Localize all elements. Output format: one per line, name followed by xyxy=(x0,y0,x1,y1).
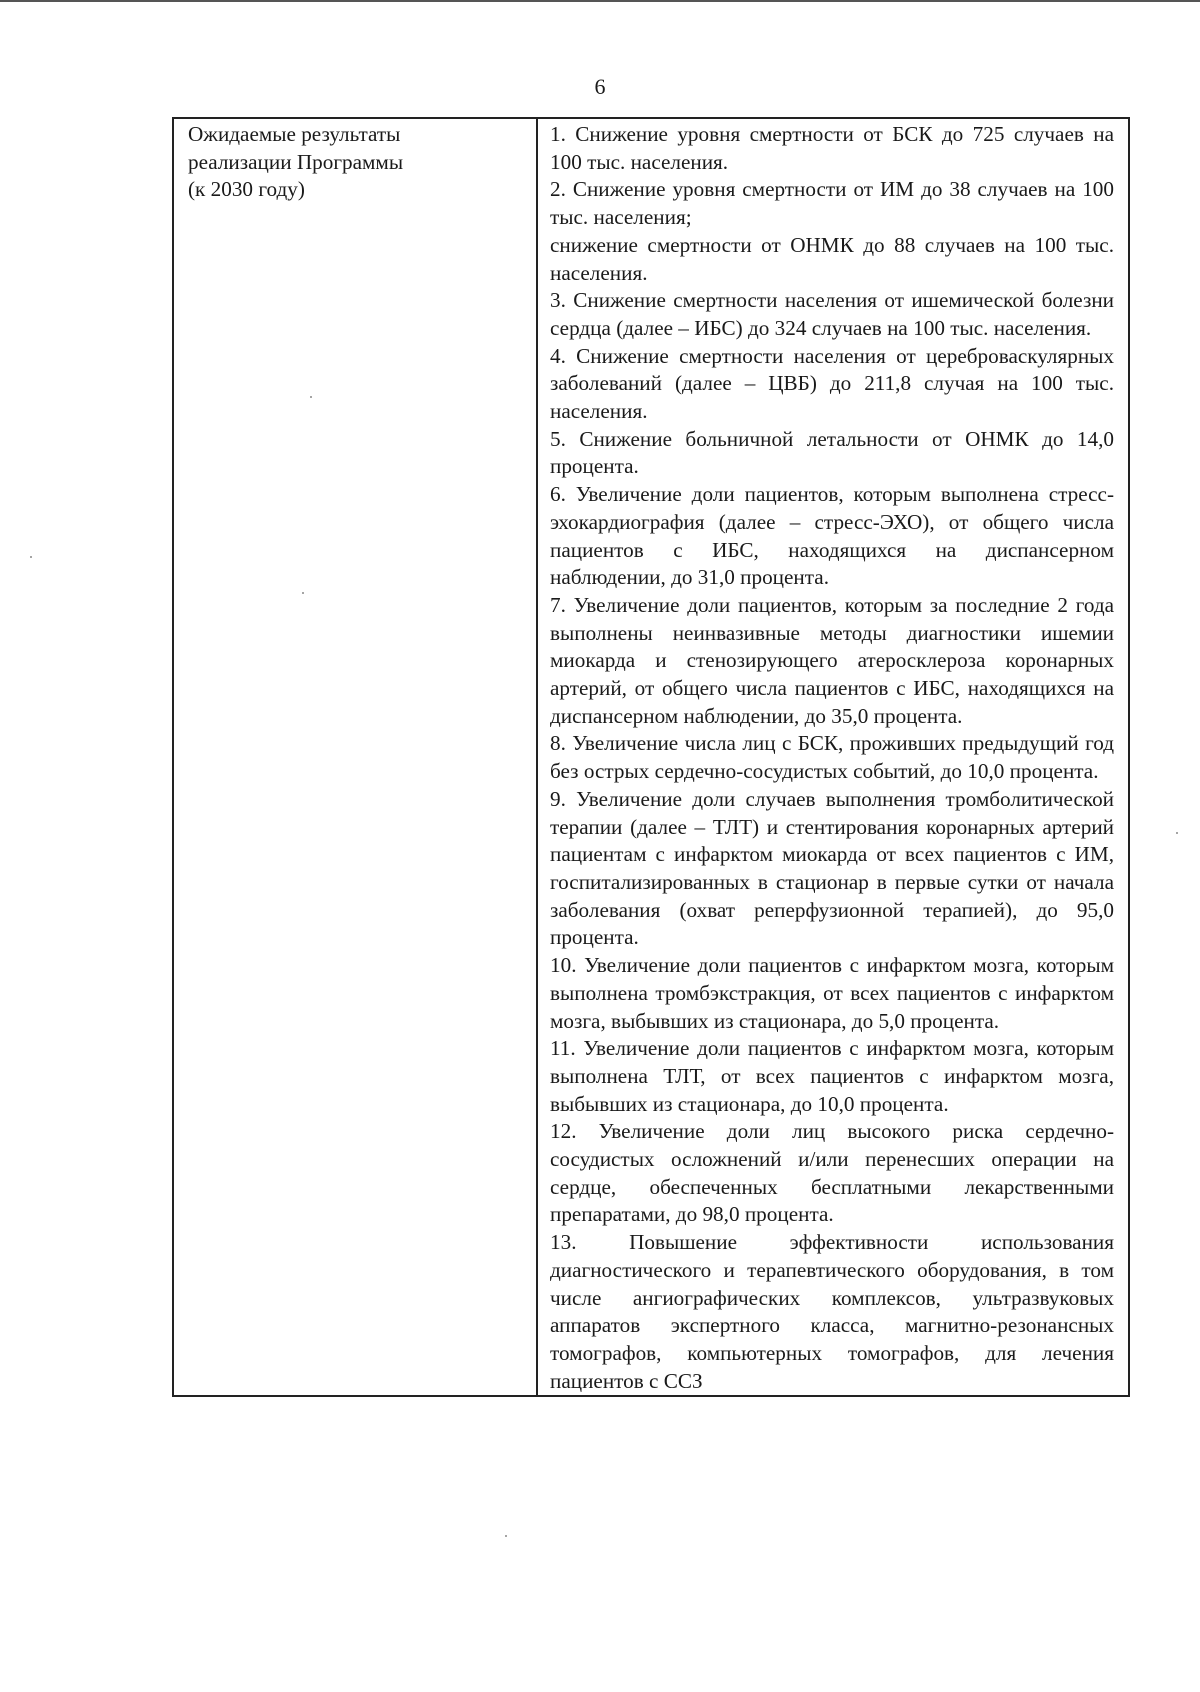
result-item-5: 5. Снижение больничной летальности от ОНМК до 14,0 процента. xyxy=(550,426,1114,479)
row-heading xyxy=(174,119,536,204)
results-cell xyxy=(537,118,1129,1396)
result-item-6: 6. Увеличение доли пациентов, которым выполнена стресс-эхокардиография (далее – стресс-ЭХО), от общего числа пациентов с ИБС, находящихся на диспансерном наблюдении, до 31,0 процента. xyxy=(550,482,1114,590)
result-item-4: 4. Снижение смертности населения от цереброваскулярных заболеваний (далее – ЦВБ) до 211,8 случая на 100 тыс. населения. xyxy=(550,343,1114,424)
scan-speck xyxy=(310,396,312,398)
row-heading-line-2: реализации Программы xyxy=(188,149,404,174)
row-heading-cell xyxy=(173,118,537,1396)
result-item-7: 7. Увеличение доли пациентов, которым за последние 2 года выполнены неинвазивные методы диагностики ишемии миокарда и стенозирующего атеросклероза коронарных артерий, от общего числа пациентов с ИБС, находящихся на диспансерном наблюдении, до 35,0 процента. xyxy=(550,592,1114,728)
result-item-11: 11. Увеличение доли пациентов с инфарктом мозга, которым выполнена ТЛТ, от всех пациентов с инфарктом мозга, выбывших из стационара, до 10,0 процента. xyxy=(550,1036,1114,1116)
row-heading-line-3: (к 2030 году) xyxy=(188,177,305,202)
result-item-13: 13. Повышение эффективности использования диагностического и терапевтического оборудования, в том числе ангиографических комплексов, ультразвуковых аппаратов экспертного класса, магнитно-резонансных томографов, компьютерных томографов, для лечения пациентов с ССЗ xyxy=(550,1230,1114,1393)
result-item-2: 2. Снижение уровня смертности от ИМ до 38 случаев на 100 тыс. населения; xyxy=(550,177,1114,230)
results-list xyxy=(538,119,1128,1395)
scan-speck xyxy=(1176,832,1178,834)
result-item-12: 12. Увеличение доли лиц высокого риска сердечно-сосудистых осложнений и/или перенесших операции на сердце, обеспеченных бесплатными лекарственными препаратами, до 98,0 процента. xyxy=(550,1119,1114,1227)
result-item-10: 10. Увеличение доли пациентов с инфарктом мозга, которым выполнена тромбэкстракция, от всех пациентов с инфарктом мозга, выбывших из стационара, до 5,0 процента. xyxy=(550,953,1114,1033)
result-item-1: 1. Снижение уровня смертности от БСК до 725 случаев на 100 тыс. населения. xyxy=(550,122,1114,174)
scan-speck xyxy=(505,1535,507,1537)
scan-speck xyxy=(30,556,32,558)
result-item-2-continued: снижение смертности от ОНМК до 88 случаев на 100 тыс. населения. xyxy=(550,232,1114,285)
row-heading-line-1: Ожидаемые результаты xyxy=(188,122,401,146)
scan-top-edge xyxy=(0,0,1200,2)
result-item-3: 3. Снижение смертности населения от ишемической болезни сердца (далее – ИБС) до 324 случаев на 100 тыс. населения. xyxy=(550,288,1114,340)
page-number: 6 xyxy=(594,74,606,99)
result-item-9: 9. Увеличение доли случаев выполнения тромболитической терапии (далее – ТЛТ) и стентирования коронарных артерий пациентам с инфарктом миокарда от всех пациентов с ИМ, госпитализированных в стационар в первые сутки от начала заболевания (охват реперфузионной терапией), до 95,0 процента. xyxy=(550,786,1114,950)
expected-results-table xyxy=(172,117,1130,1397)
result-item-8: 8. Увеличение числа лиц с БСК, проживших предыдущий год без острых сердечно-сосудистых событий, до 10,0 процента. xyxy=(550,731,1114,784)
scan-speck xyxy=(302,592,304,594)
table-row xyxy=(173,118,1129,1396)
